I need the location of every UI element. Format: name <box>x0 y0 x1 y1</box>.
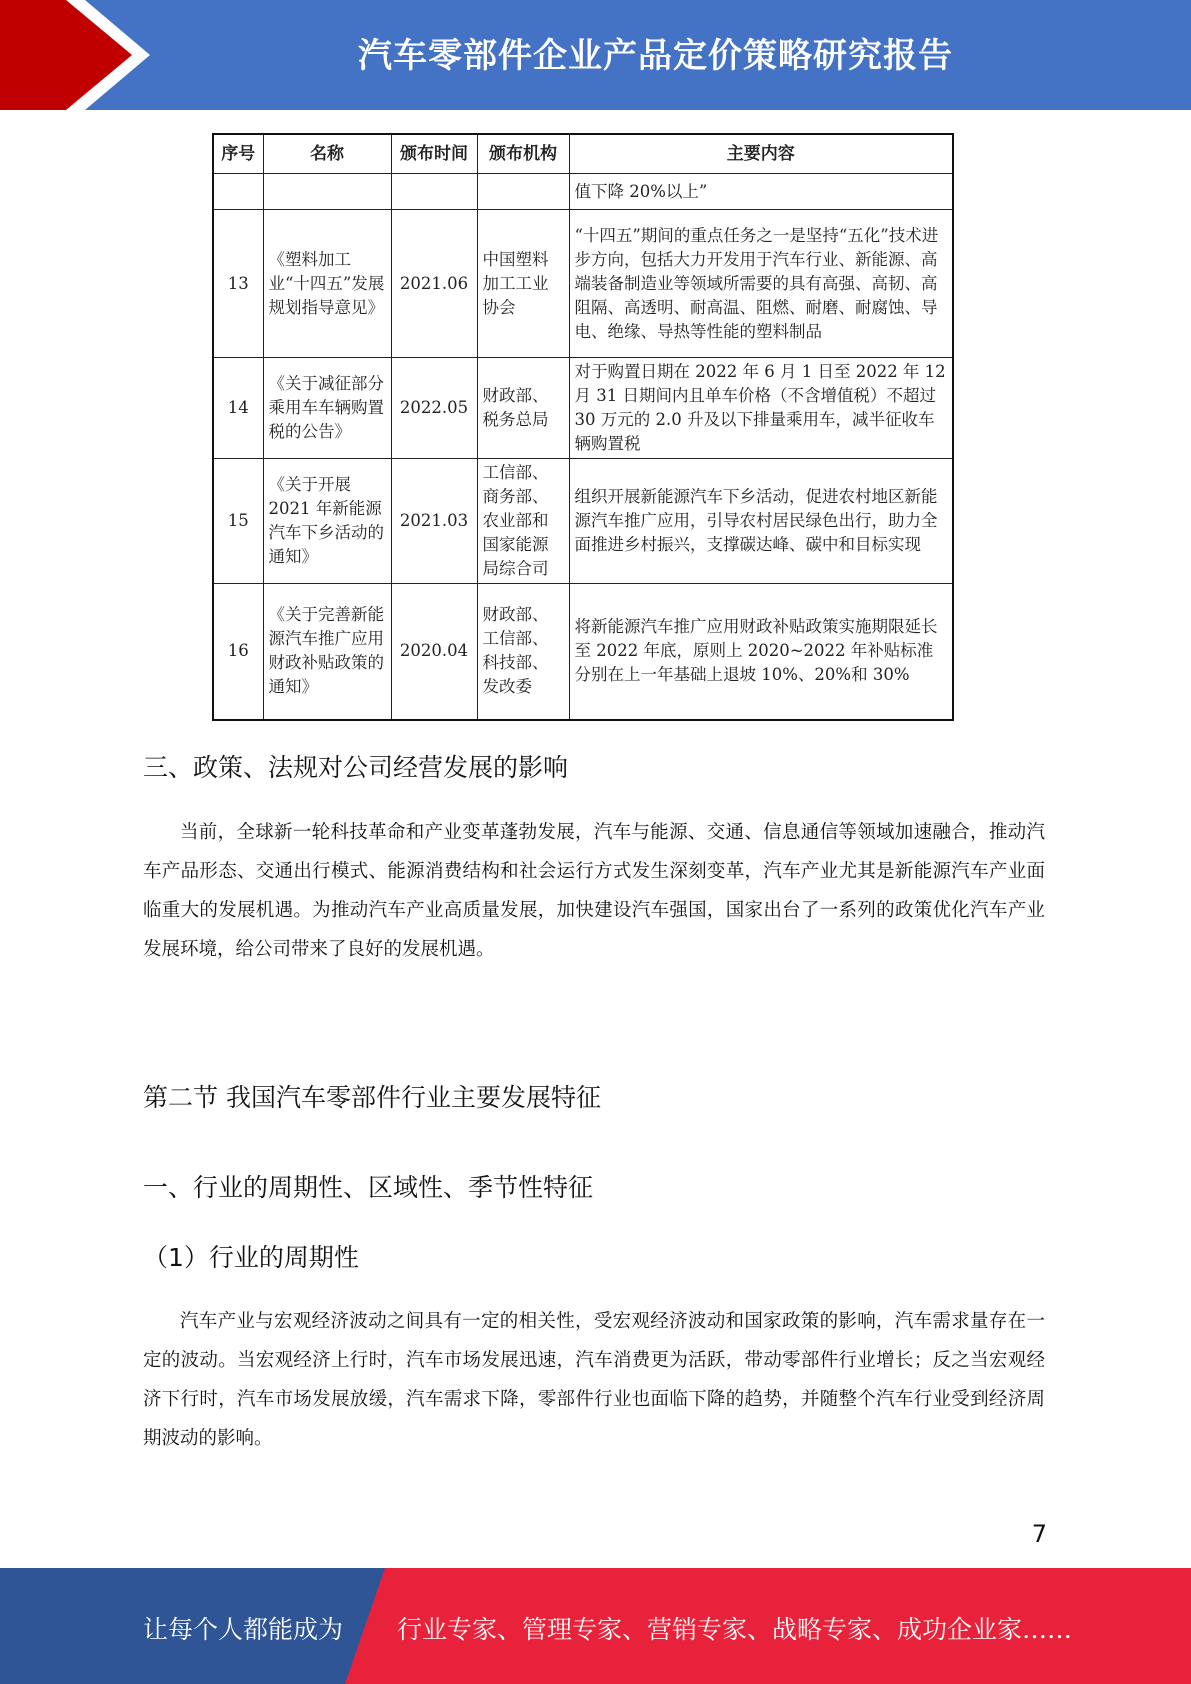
cell-name: 《塑料加工业“十四五”发展规划指导意见》 <box>263 210 391 358</box>
cell-name <box>263 174 391 210</box>
page-header <box>0 0 1191 110</box>
footer-slogan-left: 让每个人都能成为 <box>143 1615 344 1644</box>
paragraph-policy-impact: 当前，全球新一轮科技革命和产业变革蓬勃发展，汽车与能源、交通、信息通信等领域加速融合，推动汽车产品形态、交通出行模式、能源消费结构和社会运行方式发生深刻变革，汽车产业尤其是新能源汽车产业面临重大的发展机遇。为推动汽车产业高质量发展，加快建设汽车强国，国家出台了一系列的政策优化汽车产业发展环境，给公司带来了良好的发展机遇。 <box>143 822 1045 960</box>
table-row <box>213 584 953 720</box>
table-row <box>213 210 953 358</box>
cell-issuer: 财政部、税务总局 <box>477 358 569 459</box>
cell-number: 13 <box>213 210 263 358</box>
cell-date: 2021.06 <box>391 210 477 358</box>
cell-number: 16 <box>213 584 263 720</box>
heading-industry-features: 一、行业的周期性、区域性、季节性特征 <box>143 1173 594 1202</box>
cell-name: 《关于开展 2021 年新能源汽车下乡活动的通知》 <box>263 459 391 584</box>
cell-date: 2022.05 <box>391 358 477 459</box>
document-title: 汽车零部件企业产品定价策略研究报告 <box>358 36 953 76</box>
cell-issuer: 工信部、商务部、农业部和国家能源局综合司 <box>477 459 569 584</box>
page-number: 7 <box>1031 1520 1047 1548</box>
col-header-date: 颁布时间 <box>391 134 477 174</box>
col-header-content: 主要内容 <box>569 134 953 174</box>
cell-number: 14 <box>213 358 263 459</box>
cell-date: 2021.03 <box>391 459 477 584</box>
col-header-issuer: 颁布机构 <box>477 134 569 174</box>
cell-content: “十四五”期间的重点任务之一是坚持“五化”技术进步方向，包括大力开发用于汽车行业、新能源、高端装备制造业等领域所需要的具有高强、高韧、高阻隔、高透明、耐高温、阻燃、耐磨、耐腐蚀、导电、绝缘、导热等性能的塑料制品 <box>569 210 953 358</box>
table-row <box>213 358 953 459</box>
cell-date: 2020.04 <box>391 584 477 720</box>
table-row <box>213 174 953 210</box>
cell-date <box>391 174 477 210</box>
policy-table <box>212 133 954 721</box>
cell-name: 《关于减征部分乘用车车辆购置税的公告》 <box>263 358 391 459</box>
heading-policy-impact: 三、政策、法规对公司经营发展的影响 <box>143 753 569 782</box>
footer-slogan-right: 行业专家、管理专家、营销专家、战略专家、成功企业家…… <box>397 1615 1073 1644</box>
cell-name: 《关于完善新能源汽车推广应用财政补贴政策的通知》 <box>263 584 391 720</box>
page-footer <box>0 1568 1191 1684</box>
col-header-number: 序号 <box>213 134 263 174</box>
heading-cyclicality: （1）行业的周期性 <box>143 1243 359 1272</box>
table-header-row <box>213 134 953 174</box>
cell-content: 对于购置日期在 2022 年 6 月 1 日至 2022 年 12 月 31 日期间内且单车价格（不含增值税）不超过 30 万元的 2.0 升及以下排量乘用车，减半征收车辆购置税 <box>569 358 953 459</box>
cell-number: 15 <box>213 459 263 584</box>
cell-number <box>213 174 263 210</box>
cell-content: 将新能源汽车推广应用财政补贴政策实施期限延长至 2022 年底，原则上 2020~2022 年补贴标准分别在上一年基础上退坡 10%、20%和 30% <box>569 584 953 720</box>
cell-issuer: 财政部、工信部、科技部、发改委 <box>477 584 569 720</box>
col-header-name: 名称 <box>263 134 391 174</box>
cell-content: 值下降 20%以上” <box>569 174 953 210</box>
paragraph-cyclicality: 汽车产业与宏观经济波动之间具有一定的相关性，受宏观经济波动和国家政策的影响，汽车需求量存在一定的波动。当宏观经济上行时，汽车市场发展迅速，汽车消费更为活跃，带动零部件行业增长；反之当宏观经济下行时，汽车市场发展放缓，汽车需求下降，零部件行业也面临下降的趋势，并随整个汽车行业受到经济周期波动的影响。 <box>143 1311 1045 1449</box>
cell-issuer <box>477 174 569 210</box>
cell-content: 组织开展新能源汽车下乡活动，促进农村地区新能源汽车推广应用，引导农村居民绿色出行，助力全面推进乡村振兴，支撑碳达峰、碳中和目标实现 <box>569 459 953 584</box>
heading-section-2: 第二节 我国汽车零部件行业主要发展特征 <box>143 1083 601 1112</box>
table-row <box>213 459 953 584</box>
cell-issuer: 中国塑料加工工业协会 <box>477 210 569 358</box>
